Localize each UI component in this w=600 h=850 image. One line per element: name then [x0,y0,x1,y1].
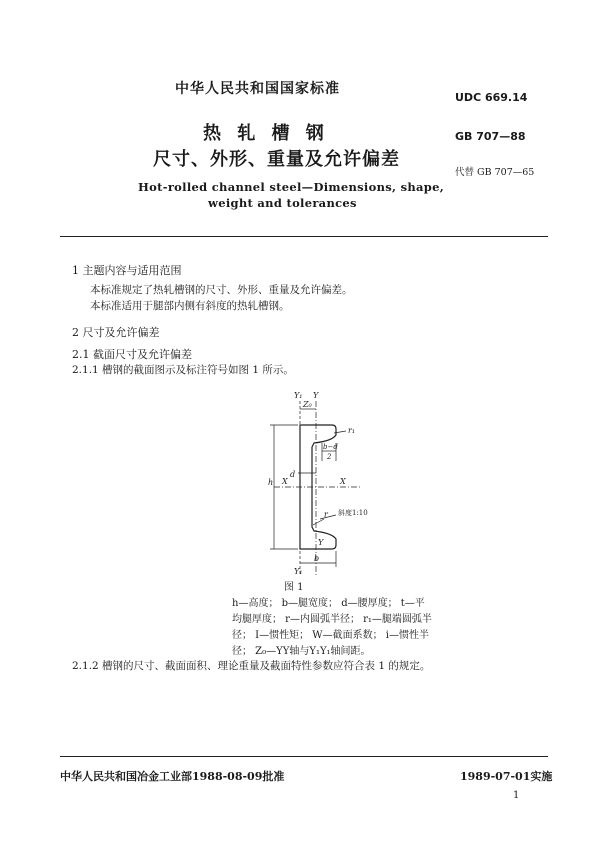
approval-statement: 中华人民共和国冶金工业部1988-08-09批准 [60,770,285,783]
section-1-paragraph-1: 本标准规定了热轧槽钢的尺寸、外形、重量及允许偏差。 [90,284,353,296]
label-d: d [290,470,296,479]
title-en-line2: weight and tolerances [208,196,357,210]
label-y-top: Y [313,391,319,400]
label-r1: r₁ [348,426,356,435]
figure-legend-line-2: 均腿厚度； r—内圆弧半径； r₁—腿端圆弧半 [232,614,432,625]
label-x-left: X [282,477,288,486]
effective-date: 1989-07-01实施 [460,770,553,783]
title-en-line1: Hot-rolled channel steel—Dimensions, shape, [138,180,445,194]
footer-rule [60,756,548,757]
figure-caption: 图 1 [284,582,304,593]
label-x-right: X [340,477,346,486]
title-cn-line1: 热 轧 槽 钢 [203,123,329,144]
label-two: 2 [327,453,332,461]
label-y-bottom: Y [318,538,324,547]
channel-section-figure [260,385,400,580]
label-y1-bottom: Y₁ [294,567,303,576]
label-b: b [314,554,320,563]
label-z0: Z₀ [303,400,312,409]
page-number: 1 [513,790,520,801]
figure-legend-line-1: h—高度； b—腿宽度； d—腰厚度； t—平 [232,598,425,609]
label-h: h [268,478,274,487]
section-2-1-2-text: 2.1.2 槽钢的尺寸、截面面积、理论重量及截面特性参数应符合表 1 的规定。 [72,660,431,672]
label-slope: 斜度1:10 [338,509,368,517]
header-rule [60,236,548,237]
section-2-1-1-text: 2.1.1 槽钢的截面图示及标注符号如图 1 所示。 [72,364,294,376]
section-1-paragraph-2: 本标准适用于腿部内侧有斜度的热轧槽钢。 [90,300,290,312]
section-1-heading: 1 主题内容与适用范围 [72,264,182,277]
udc-code: UDC 669.14 [455,91,528,104]
figure-legend-line-4: 径； Z₀—YY轴与Y₁Y₁轴间距。 [232,646,371,657]
gb-number: GB 707—88 [455,130,526,143]
figure-legend-line-3: 径； I—惯性矩； W—截面系数； i—惯性半 [232,630,429,641]
label-r: r [324,510,328,519]
national-standard-label: 中华人民共和国国家标准 [175,81,340,97]
title-cn-line2: 尺寸、外形、重量及允许偏差 [153,149,400,170]
section-2-1-heading: 2.1 截面尺寸及允许偏差 [72,348,192,361]
label-b-minus-d: b−d [323,443,338,451]
label-y1-top: Y₁ [294,391,303,400]
section-2-heading: 2 尺寸及允许偏差 [72,326,160,339]
replaces-standard: 代替 GB 707—65 [455,167,535,178]
